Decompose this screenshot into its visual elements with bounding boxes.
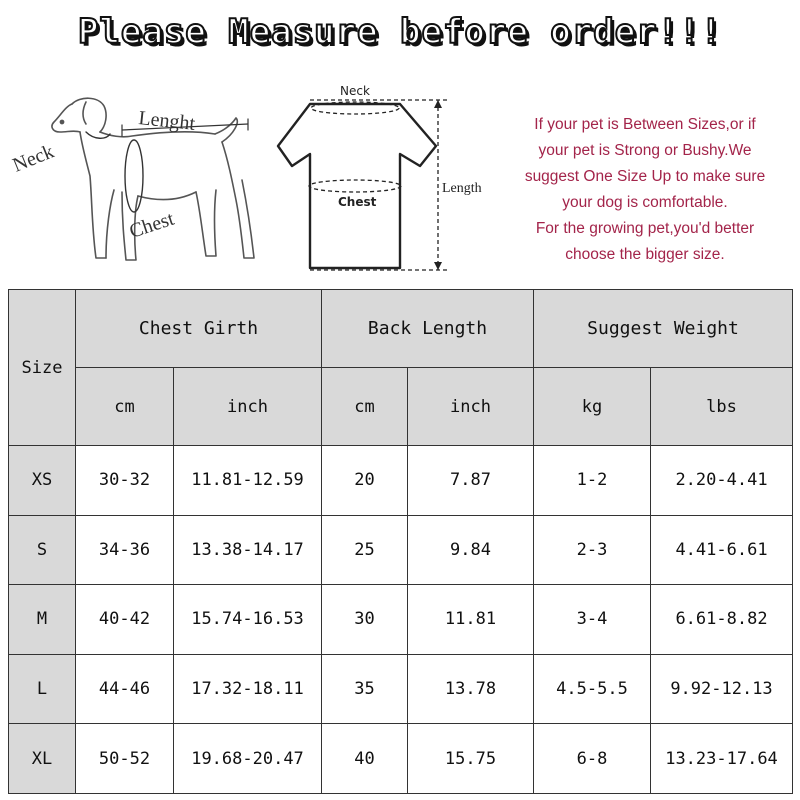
sizing-advice-note: [500, 112, 790, 268]
table-row: [9, 654, 793, 724]
table-cell: 9.84: [408, 515, 534, 585]
table-cell: 13.78: [408, 654, 534, 724]
note-line: For the growing pet,you'd better: [535, 220, 755, 237]
size-cell: XL: [9, 724, 76, 794]
size-chart-table: [8, 289, 793, 794]
size-cell: M: [9, 585, 76, 655]
table-cell: 40-42: [76, 585, 174, 655]
size-cell: L: [9, 654, 76, 724]
table-cell: 15.74-16.53: [174, 585, 322, 655]
unit-header: inch: [408, 368, 534, 446]
table-row: [9, 446, 793, 516]
table-row: [9, 515, 793, 585]
shirt-chest-label: Chest: [338, 195, 377, 209]
shirt-neck-label: Neck: [340, 84, 370, 98]
dog-chest-label: Chest: [126, 207, 177, 243]
table-cell: 25: [322, 515, 408, 585]
note-line: your pet is Strong or Bushy.We: [538, 142, 752, 159]
table-cell: 40: [322, 724, 408, 794]
chest-girth-header: Chest Girth: [76, 290, 322, 368]
unit-header: lbs: [651, 368, 793, 446]
table-cell: 19.68-20.47: [174, 724, 322, 794]
table-cell: 9.92-12.13: [651, 654, 793, 724]
page-title: Please Measure before order!!!: [77, 12, 723, 52]
note-line: your dog is comfortable.: [562, 194, 728, 211]
note-line: choose the bigger size.: [565, 246, 725, 263]
unit-header: cm: [322, 368, 408, 446]
table-cell: 34-36: [76, 515, 174, 585]
unit-header: inch: [174, 368, 322, 446]
shirt-length-label: Length: [442, 181, 482, 196]
dog-measure-diagram: [10, 80, 260, 280]
table-cell: 4.41-6.61: [651, 515, 793, 585]
back-length-header: Back Length: [322, 290, 534, 368]
note-line: suggest One Size Up to make sure: [524, 168, 766, 185]
dog-length-label: Lenght: [137, 107, 197, 135]
table-cell: 13.38-14.17: [174, 515, 322, 585]
dog-neck-label: Neck: [10, 140, 58, 177]
table-cell: 35: [322, 654, 408, 724]
table-cell: 17.32-18.11: [174, 654, 322, 724]
table-cell: 30: [322, 585, 408, 655]
table-cell: 7.87: [408, 446, 534, 516]
table-cell: 11.81-12.59: [174, 446, 322, 516]
unit-header: cm: [76, 368, 174, 446]
table-cell: 11.81: [408, 585, 534, 655]
table-cell: 13.23-17.64: [651, 724, 793, 794]
table-cell: 4.5-5.5: [534, 654, 651, 724]
note-line: If your pet is Between Sizes,or if: [534, 116, 756, 133]
shirt-measure-diagram: [270, 80, 490, 280]
table-cell: 44-46: [76, 654, 174, 724]
table-cell: 3-4: [534, 585, 651, 655]
table-cell: 6.61-8.82: [651, 585, 793, 655]
size-cell: XS: [9, 446, 76, 516]
table-cell: 15.75: [408, 724, 534, 794]
table-row: [9, 585, 793, 655]
table-cell: 20: [322, 446, 408, 516]
table-cell: 30-32: [76, 446, 174, 516]
size-header: Size: [9, 290, 76, 446]
table-cell: 2.20-4.41: [651, 446, 793, 516]
table-cell: 50-52: [76, 724, 174, 794]
suggest-weight-header: Suggest Weight: [534, 290, 793, 368]
size-cell: S: [9, 515, 76, 585]
unit-header: kg: [534, 368, 651, 446]
table-cell: 2-3: [534, 515, 651, 585]
table-cell: 6-8: [534, 724, 651, 794]
table-row: [9, 724, 793, 794]
table-cell: 1-2: [534, 446, 651, 516]
